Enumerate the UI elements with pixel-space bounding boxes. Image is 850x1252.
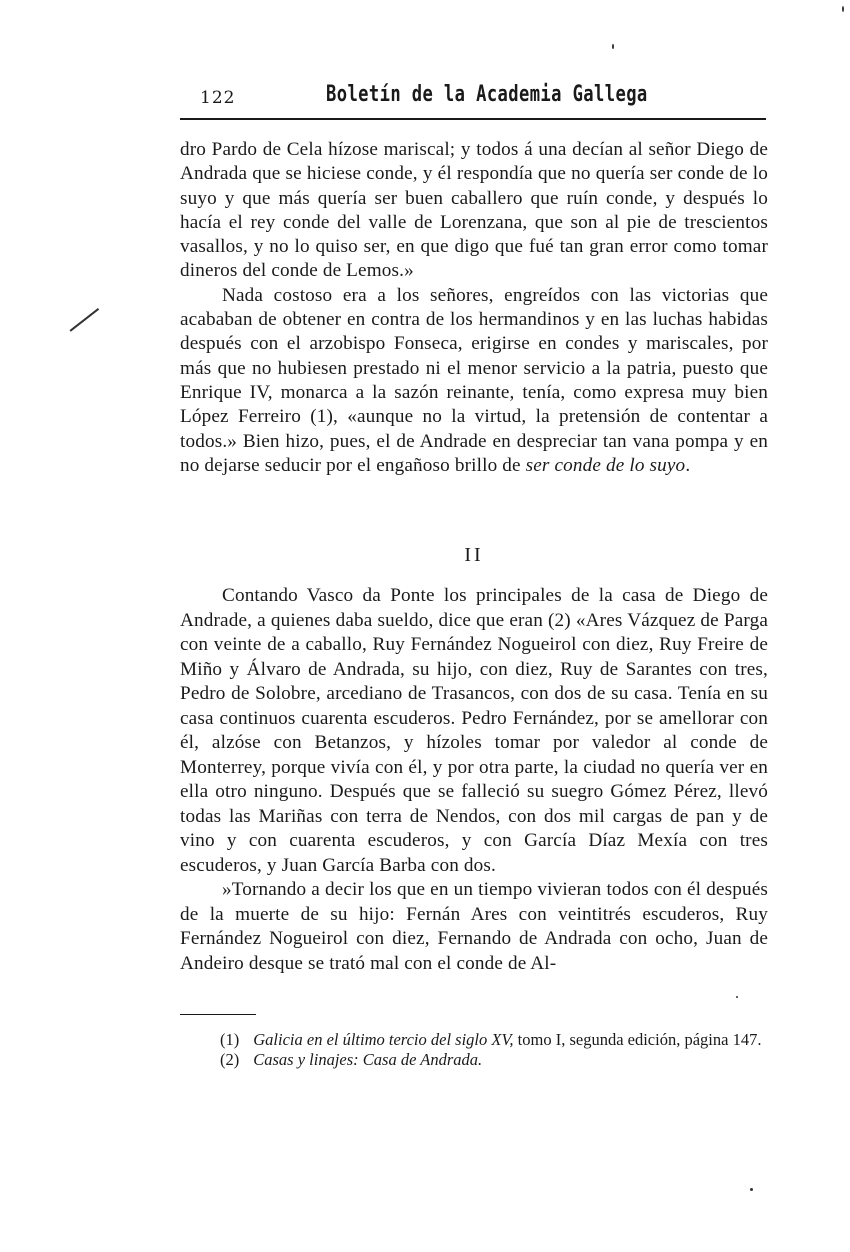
footnote <box>180 1050 768 1070</box>
footnote-mark: (2) <box>220 1050 240 1069</box>
footnote-mark: (1) <box>220 1030 240 1049</box>
scan-speck <box>842 6 844 12</box>
paragraph: Nada costoso era a los señores, engreídos con las victorias que acababan de obtener en contra de los hermandinos y en las luchas habidas después con el arzobispo Fonseca, erigirse en condes y mariscales, por más que no hubiesen prestado ni el menor servicio a la patria, puesto que Enrique IV, monarca a la sazón reinante, tenía, como expresa muy bien López Ferreiro (1), «aunque no la virtud, la pretensión de contentar a todos.» Bien hizo, pues, el de Andrade en despreciar tan vana pompa y en no dejarse seducir por el engañoso brillo de ser conde de lo suyo. <box>180 284 768 476</box>
footnotes <box>180 1030 768 1070</box>
body-text-bottom <box>180 584 768 976</box>
scan-speck <box>612 44 614 49</box>
body-text-top <box>180 138 768 478</box>
footnote <box>180 1030 768 1050</box>
italic-phrase: ser conde de lo suyo <box>525 454 686 476</box>
paragraph: Contando Vasco da Ponte los principales de la casa de Diego de Andrade, a quienes daba sueldo, dice que eran (2) «Ares Vázquez de Parga con veinte de a caballo, Ruy Fernández Nogueirol con diez, Ruy Freire de Miño y Álvaro de Andrada, su hijo, con diez, Ruy de Sarantes con tres, Pedro de Solobre, arcediano de Trasancos, con dos de su casa. Tenía en su casa continuos cuarenta escuderos. Pedro Fernández, por se amellorar con él, alzóse con Betanzos, y hízoles tomar por valedor al conde de Monterrey, porque vivía con él, y por otra parte, la ciudad no quería ver en ella otro ninguno. Después que se falleció su suegro Gómez Pérez, llevó todas las Mariñas con terra de Nendos, con dos mil cargas de pan y de vino y con cuarenta escuderos, y con García Díaz Mexía con tres escuderos, y Juan García Barba con dos. <box>180 585 768 876</box>
page-header <box>180 82 766 120</box>
section-number: II <box>464 544 484 566</box>
margin-mark <box>70 308 99 331</box>
page-number: 122 <box>200 88 236 108</box>
paragraph: dro Pardo de Cela hízose mariscal; y todos á una decían al señor Diego de Andrada que se hiciese conde, y él respondía que no quería ser conde de lo suyo y que más quería ser buen caballero que ruín conde, y después lo hacía el rey conde del valle de Lorenzana, que son al pie de trescientos vasallos, y no lo quiso ser, en que digo que fué tan gran error como tomar dineros del conde de Lemos.» <box>180 139 768 282</box>
scan-speck <box>750 1188 753 1191</box>
running-title: Boletín de la Academia Gallega <box>326 82 648 107</box>
paragraph-text: Nada costoso era a los señores, engreídos con las victorias que acababan de obtener en contra de los hermandinos y en las luchas habidas después con el arzobispo Fonseca, erigirse en condes y mariscales, por más que no hubiesen prestado ni el menor servicio a la patria, puesto que Enrique IV, monarca a la sazón reinante, tenía, como expresa muy bien López Ferreiro (1), «aunque no la virtud, la pretensión de contentar a todos.» Bien hizo, pues, el de Andrade en despreciar tan vana pompa y en no dejarse seducir por el engañoso brillo de <box>180 284 768 476</box>
paragraph: »Tornando a decir los que en un tiempo vivieran todos con él después de la muerte de su hijo: Fernán Ares con veintitrés escuderos, Ruy Fernández Nogueirol con diez, Fernando de Andrada con ocho, Juan de Andeiro desque se trató mal con el conde de Al- <box>180 879 768 974</box>
scan-speck <box>736 996 738 998</box>
footnote-rule <box>180 1014 256 1015</box>
footnote-text: tomo I, segunda edición, página 147. <box>513 1030 762 1049</box>
footnote-title: Galicia en el último tercio del siglo XV, <box>253 1030 514 1049</box>
footnote-title: Casas y linajes: Casa de Andrada. <box>253 1050 483 1069</box>
